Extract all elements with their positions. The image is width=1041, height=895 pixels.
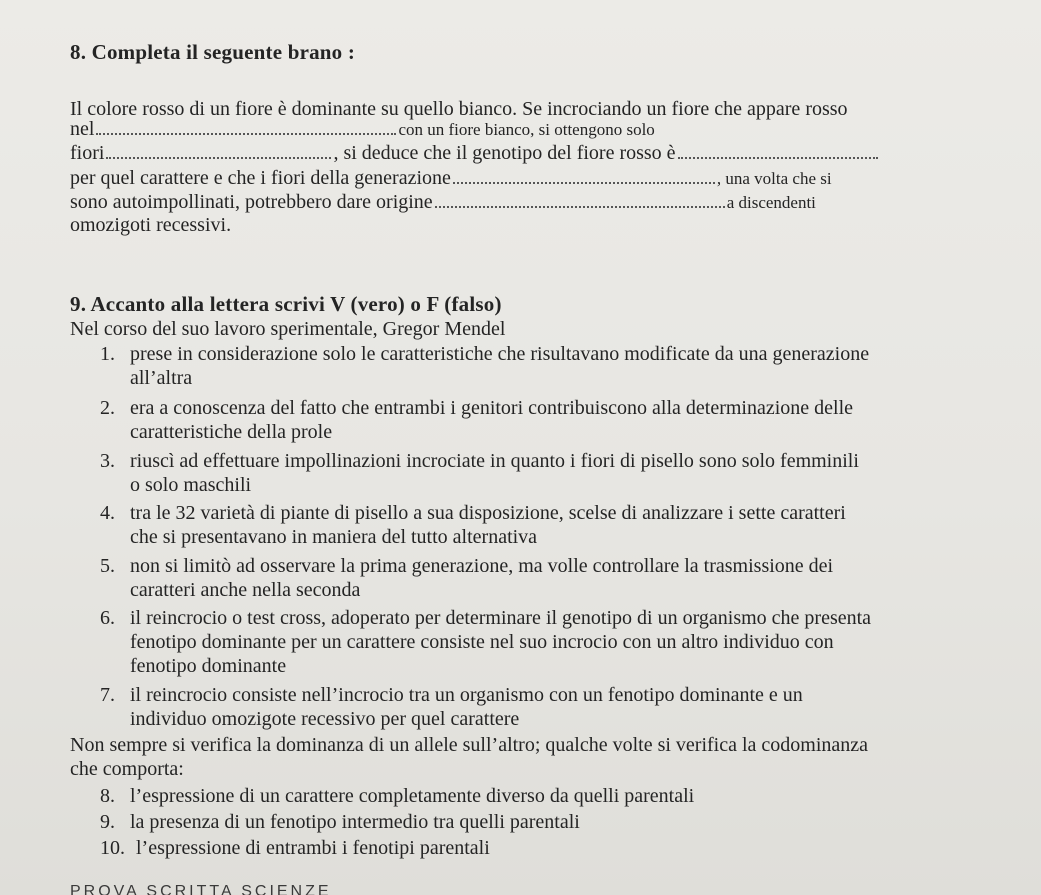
ex8-line-2-start: nel xyxy=(70,118,95,140)
statement-2-cont: caratteristiche della prole xyxy=(130,421,333,443)
statement-number: 7. xyxy=(100,684,115,706)
ex8-line-3-mid: , si deduce che il genotipo del fiore rosso è xyxy=(333,142,676,164)
ex8-line-6: omozigoti recessivi. xyxy=(70,214,232,236)
statement-text: l’espressione di entrambi i fenotipi parentali xyxy=(136,837,490,859)
statement-number: 5. xyxy=(100,555,115,577)
statement-6-cont: fenotipo dominante per un carattere consiste nel suo incrocio con un altro individuo con xyxy=(130,631,834,653)
statement-9[interactable] xyxy=(100,810,580,834)
statement-text: prese in considerazione solo le caratteristiche che risultavano modificate da una generazione xyxy=(130,343,870,365)
statement-number: 8. xyxy=(100,785,115,807)
ex8-line-3-start: fiori xyxy=(70,142,105,164)
statement-2[interactable] xyxy=(100,396,853,420)
statement-number: 10. xyxy=(100,837,125,859)
blank-3[interactable] xyxy=(678,156,878,159)
ex8-line-1: Il colore rosso di un fiore è dominante su quello bianco. Se incrociando un fiore che appare rosso xyxy=(70,98,848,120)
codominance-intro-cont: che comporta: xyxy=(70,758,184,780)
statement-text: era a conoscenza del fatto che entrambi i genitori contribuiscono alla determinazione delle xyxy=(130,397,854,419)
statement-number: 4. xyxy=(100,502,115,524)
ex8-line-4 xyxy=(70,166,832,191)
codominance-intro: Non sempre si verifica la dominanza di un allele sull’altro; qualche volte si verifica la codominanza xyxy=(70,734,869,756)
ex8-line-3 xyxy=(70,141,880,165)
statement-5-cont: caratteri anche nella seconda xyxy=(130,579,361,601)
statement-3-cont: o solo maschili xyxy=(130,474,252,496)
ex8-line-5-start: sono autoimpollinati, potrebbero dare origine xyxy=(70,191,433,213)
statement-8[interactable] xyxy=(100,784,694,808)
statement-6[interactable] xyxy=(100,606,871,630)
footer-cut-text: PROVA SCRITTA SCIENZE xyxy=(70,883,332,895)
statement-text: la presenza di un fenotipo intermedio tra quelli parentali xyxy=(130,811,580,833)
statement-7-cont: individuo omozigote recessivo per quel carattere xyxy=(130,708,520,730)
statement-text: tra le 32 varietà di piante di pisello a sua disposizione, scelse di analizzare i sette caratteri xyxy=(130,502,846,524)
statement-number: 6. xyxy=(100,607,115,629)
blank-4[interactable] xyxy=(453,181,715,184)
exercise-9-title: 9. Accanto alla lettera scrivi V (vero) o F (falso) xyxy=(70,292,502,316)
statement-text: il reincrocio consiste nell’incrocio tra un organismo con un fenotipo dominante e un xyxy=(130,684,803,706)
statement-text: l’espressione di un carattere completamente diverso da quelli parentali xyxy=(130,785,695,807)
statement-4-cont: che si presentavano in maniera del tutto alternativa xyxy=(130,526,538,548)
blank-5[interactable] xyxy=(435,205,725,208)
statement-number: 3. xyxy=(100,450,115,472)
statement-7[interactable] xyxy=(100,683,803,707)
ex8-line-2-end: con un fiore bianco, si ottengono solo xyxy=(398,120,655,139)
statement-text: riuscì ad effettuare impollinazioni incrociate in quanto i fiori di pisello sono solo femminili xyxy=(130,450,859,472)
statement-text: il reincrocio o test cross, adoperato per determinare il genotipo di un organismo che presenta xyxy=(130,607,872,629)
exercise-8-title: 8. Completa il seguente brano : xyxy=(70,40,356,64)
ex9-intro: Nel corso del suo lavoro sperimentale, Gregor Mendel xyxy=(70,318,506,340)
statement-5[interactable] xyxy=(100,554,833,578)
ex8-line-4-start: per quel carattere e che i fiori della generazione xyxy=(70,167,451,189)
statement-number: 1. xyxy=(100,343,115,365)
statement-6-cont-2: fenotipo dominante xyxy=(130,655,287,677)
statement-number: 2. xyxy=(100,397,115,419)
statement-text: non si limitò ad osservare la prima generazione, ma volle controllare la trasmissione dei xyxy=(130,555,834,577)
statement-number: 9. xyxy=(100,811,115,833)
statement-3[interactable] xyxy=(100,449,859,473)
statement-1[interactable] xyxy=(100,342,869,366)
blank-2[interactable] xyxy=(106,156,331,159)
ex8-line-5-end: a discendenti xyxy=(726,193,816,212)
ex8-line-5 xyxy=(70,190,816,215)
ex8-line-4-end: , una volta che si xyxy=(716,169,832,188)
statement-10[interactable] xyxy=(100,836,490,860)
statement-4[interactable] xyxy=(100,501,846,525)
blank-1[interactable] xyxy=(96,132,396,135)
statement-1-cont: all’altra xyxy=(130,367,193,389)
ex8-line-2 xyxy=(70,117,655,142)
